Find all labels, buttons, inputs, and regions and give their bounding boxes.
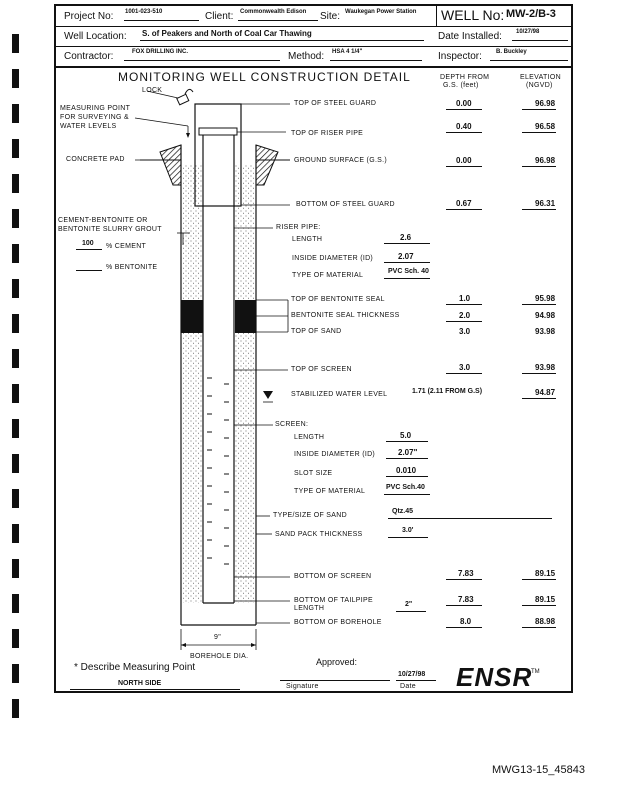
underline xyxy=(70,689,240,690)
underline xyxy=(280,680,390,681)
project-number: 1001-023-510 xyxy=(125,9,163,15)
underline xyxy=(522,627,556,628)
elevation-value: 96.31 xyxy=(535,199,556,208)
underline xyxy=(388,518,552,519)
measuring-point-label: MEASURING POINT xyxy=(60,105,131,112)
measuring-point-label-2: FOR SURVEYING & xyxy=(60,114,129,121)
depth-value: 0.00 xyxy=(456,156,472,165)
underline xyxy=(446,132,482,133)
ensr-logo: ENSR xyxy=(456,662,533,692)
riser-id-label: INSIDE DIAMETER (ID) xyxy=(292,255,374,262)
depth-column-header: DEPTH FROM xyxy=(440,74,490,81)
borehole-diameter-label: BOREHOLE DIA. xyxy=(190,653,249,660)
elevation-value: 89.15 xyxy=(535,595,556,604)
underline xyxy=(386,476,428,477)
row-label: BOTTOM OF STEEL GUARD xyxy=(296,201,395,208)
date-label: Date xyxy=(400,683,416,690)
inspector-label: Inspector: xyxy=(438,51,482,62)
cement-percent: 100 xyxy=(82,240,94,247)
underline xyxy=(522,579,556,580)
location-value: S. of Peakers and North of Coal Car Thawing xyxy=(142,29,312,38)
underline xyxy=(384,262,430,263)
document-id: MWG13-15_45843 xyxy=(492,764,585,776)
date-installed-value: 10/27/98 xyxy=(516,29,540,35)
underline xyxy=(388,537,428,538)
underline xyxy=(522,209,556,210)
depth-value: 0.40 xyxy=(456,122,472,131)
depth-value: 3.0 xyxy=(459,363,471,372)
underline xyxy=(446,605,482,606)
underline xyxy=(384,494,430,495)
contractor-value: FOX DRILLING INC. xyxy=(132,49,188,55)
underline xyxy=(384,278,430,279)
row-label: TOP OF BENTONITE SEAL xyxy=(291,296,385,303)
underline xyxy=(446,109,482,110)
measuring-point-note: * Describe Measuring Point xyxy=(74,662,196,673)
depth-column-subheader: G.S. (feet) xyxy=(443,82,479,89)
row-label: TOP OF RISER PIPE xyxy=(291,130,364,137)
sand-pack-value: 3.0' xyxy=(402,527,414,534)
riser-id-value: 2.07 xyxy=(398,252,414,261)
underline xyxy=(522,109,556,110)
underline xyxy=(522,304,556,305)
screen-material-label: TYPE OF MATERIAL xyxy=(294,488,366,495)
underline xyxy=(446,304,482,305)
row-label: TOP OF SCREEN xyxy=(291,366,352,373)
riser-pipe-title: RISER PIPE: xyxy=(276,224,321,231)
underline xyxy=(386,458,428,459)
depth-value: 0.00 xyxy=(456,99,472,108)
underline xyxy=(522,132,556,133)
method-label: Method: xyxy=(288,51,325,62)
underline xyxy=(396,680,436,681)
row-label: BOTTOM OF SCREEN xyxy=(294,573,372,580)
grout-label-2: BENTONITE SLURRY GROUT xyxy=(58,226,162,233)
depth-value: 1.0 xyxy=(459,294,471,303)
screen-slot-label: SLOT SIZE xyxy=(294,470,333,477)
well-no-label: WELL No: xyxy=(441,7,505,23)
sand-type-value: Qtz.45 xyxy=(392,508,414,515)
elevation-value: 94.87 xyxy=(535,388,556,397)
client-label: Client: xyxy=(205,11,234,22)
elevation-value: 95.98 xyxy=(535,294,556,303)
well-no-value: MW-2/B-3 xyxy=(506,8,556,20)
row-label: GROUND SURFACE (G.S.) xyxy=(294,157,388,164)
underline xyxy=(396,611,426,612)
underline xyxy=(522,605,556,606)
underline xyxy=(446,209,482,210)
trademark-mark: TM xyxy=(531,669,540,675)
page-title: MONITORING WELL CONSTRUCTION DETAIL xyxy=(118,70,411,84)
riser-length-value: 2.6 xyxy=(400,233,412,242)
underline xyxy=(76,249,102,250)
depth-value: 0.67 xyxy=(456,199,472,208)
riser-material-label: TYPE OF MATERIAL xyxy=(292,272,364,279)
elevation-value: 89.15 xyxy=(535,569,556,578)
elevation-column-header: ELEVATION xyxy=(520,74,561,81)
screen-id-value: 2.07" xyxy=(398,448,418,457)
elevation-value: 96.98 xyxy=(535,99,556,108)
screen-material-value: PVC Sch.40 xyxy=(386,484,425,491)
depth-value: 2.0 xyxy=(459,311,471,320)
elevation-value: 93.98 xyxy=(535,363,556,372)
measuring-point-value: NORTH SIDE xyxy=(118,680,162,687)
depth-value: 3.0 xyxy=(459,327,471,336)
signature-label: Signature xyxy=(286,683,319,690)
elevation-value: 94.98 xyxy=(535,311,556,320)
underline xyxy=(446,166,482,167)
screen-length-label: LENGTH xyxy=(294,434,325,441)
elevation-value: 93.98 xyxy=(535,327,556,336)
underline xyxy=(76,270,102,271)
elevation-value: 96.58 xyxy=(535,122,556,131)
row-label: BENTONITE SEAL THICKNESS xyxy=(291,312,400,319)
underline xyxy=(446,627,482,628)
site-label: Site: xyxy=(320,11,341,22)
sand-pack-label: SAND PACK THICKNESS xyxy=(275,531,363,538)
underline xyxy=(522,373,556,374)
approved-label: Approved: xyxy=(316,657,358,667)
row-label: LENGTH xyxy=(294,605,325,612)
location-label: Well Location: xyxy=(64,31,127,42)
row-label: TOP OF SAND xyxy=(291,328,342,335)
screen-length-value: 5.0 xyxy=(400,431,412,440)
screen-title: SCREEN: xyxy=(275,421,309,428)
contractor-label: Contractor: xyxy=(64,51,114,62)
lock-label: LOCK xyxy=(142,87,163,94)
bentonite-label: % BENTONITE xyxy=(106,264,158,271)
client-value: Commonwealth Edison xyxy=(240,9,307,15)
depth-value: 8.0 xyxy=(460,617,472,626)
underline xyxy=(522,398,556,399)
row-label: TOP OF STEEL GUARD xyxy=(294,100,377,107)
date-installed-label: Date Installed: xyxy=(438,31,502,42)
site-value: Waukegan Power Station xyxy=(345,9,417,15)
grout-label: CEMENT-BENTONITE OR xyxy=(58,217,148,224)
row-label: BOTTOM OF BOREHOLE xyxy=(294,619,382,626)
elevation-column-subheader: (NGVD) xyxy=(526,82,553,89)
tailpipe-length: 2" xyxy=(405,601,413,608)
underline xyxy=(522,166,556,167)
row-label: STABILIZED WATER LEVEL xyxy=(291,391,388,398)
depth-value: 1.71 (2.11 FROM G.S) xyxy=(412,388,483,395)
underline xyxy=(446,321,482,322)
screen-id-label: INSIDE DIAMETER (ID) xyxy=(294,451,376,458)
borehole-diameter-value: 9" xyxy=(214,634,221,641)
row-label: BOTTOM OF TAILPIPE xyxy=(294,597,373,604)
inspector-value: B. Buckley xyxy=(496,49,527,55)
underline xyxy=(446,373,482,374)
elevation-value: 96.98 xyxy=(535,156,556,165)
underline xyxy=(386,441,428,442)
measuring-point-label-3: WATER LEVELS xyxy=(60,123,117,130)
elevation-value: 88.98 xyxy=(535,617,556,626)
riser-material-value: PVC Sch. 40 xyxy=(388,268,429,275)
depth-value: 7.83 xyxy=(458,569,474,578)
cement-label: % CEMENT xyxy=(106,243,147,250)
riser-length-label: LENGTH xyxy=(292,236,323,243)
concrete-pad-label: CONCRETE PAD xyxy=(66,156,125,163)
underline xyxy=(384,243,430,244)
underline xyxy=(446,579,482,580)
depth-value: 7.83 xyxy=(458,595,474,604)
screen-slot-value: 0.010 xyxy=(396,466,417,475)
method-value: HSA 4 1/4" xyxy=(332,49,363,55)
project-label: Project No: xyxy=(64,11,114,22)
sand-type-label: TYPE/SIZE OF SAND xyxy=(273,512,347,519)
date-value: 10/27/98 xyxy=(398,671,426,678)
